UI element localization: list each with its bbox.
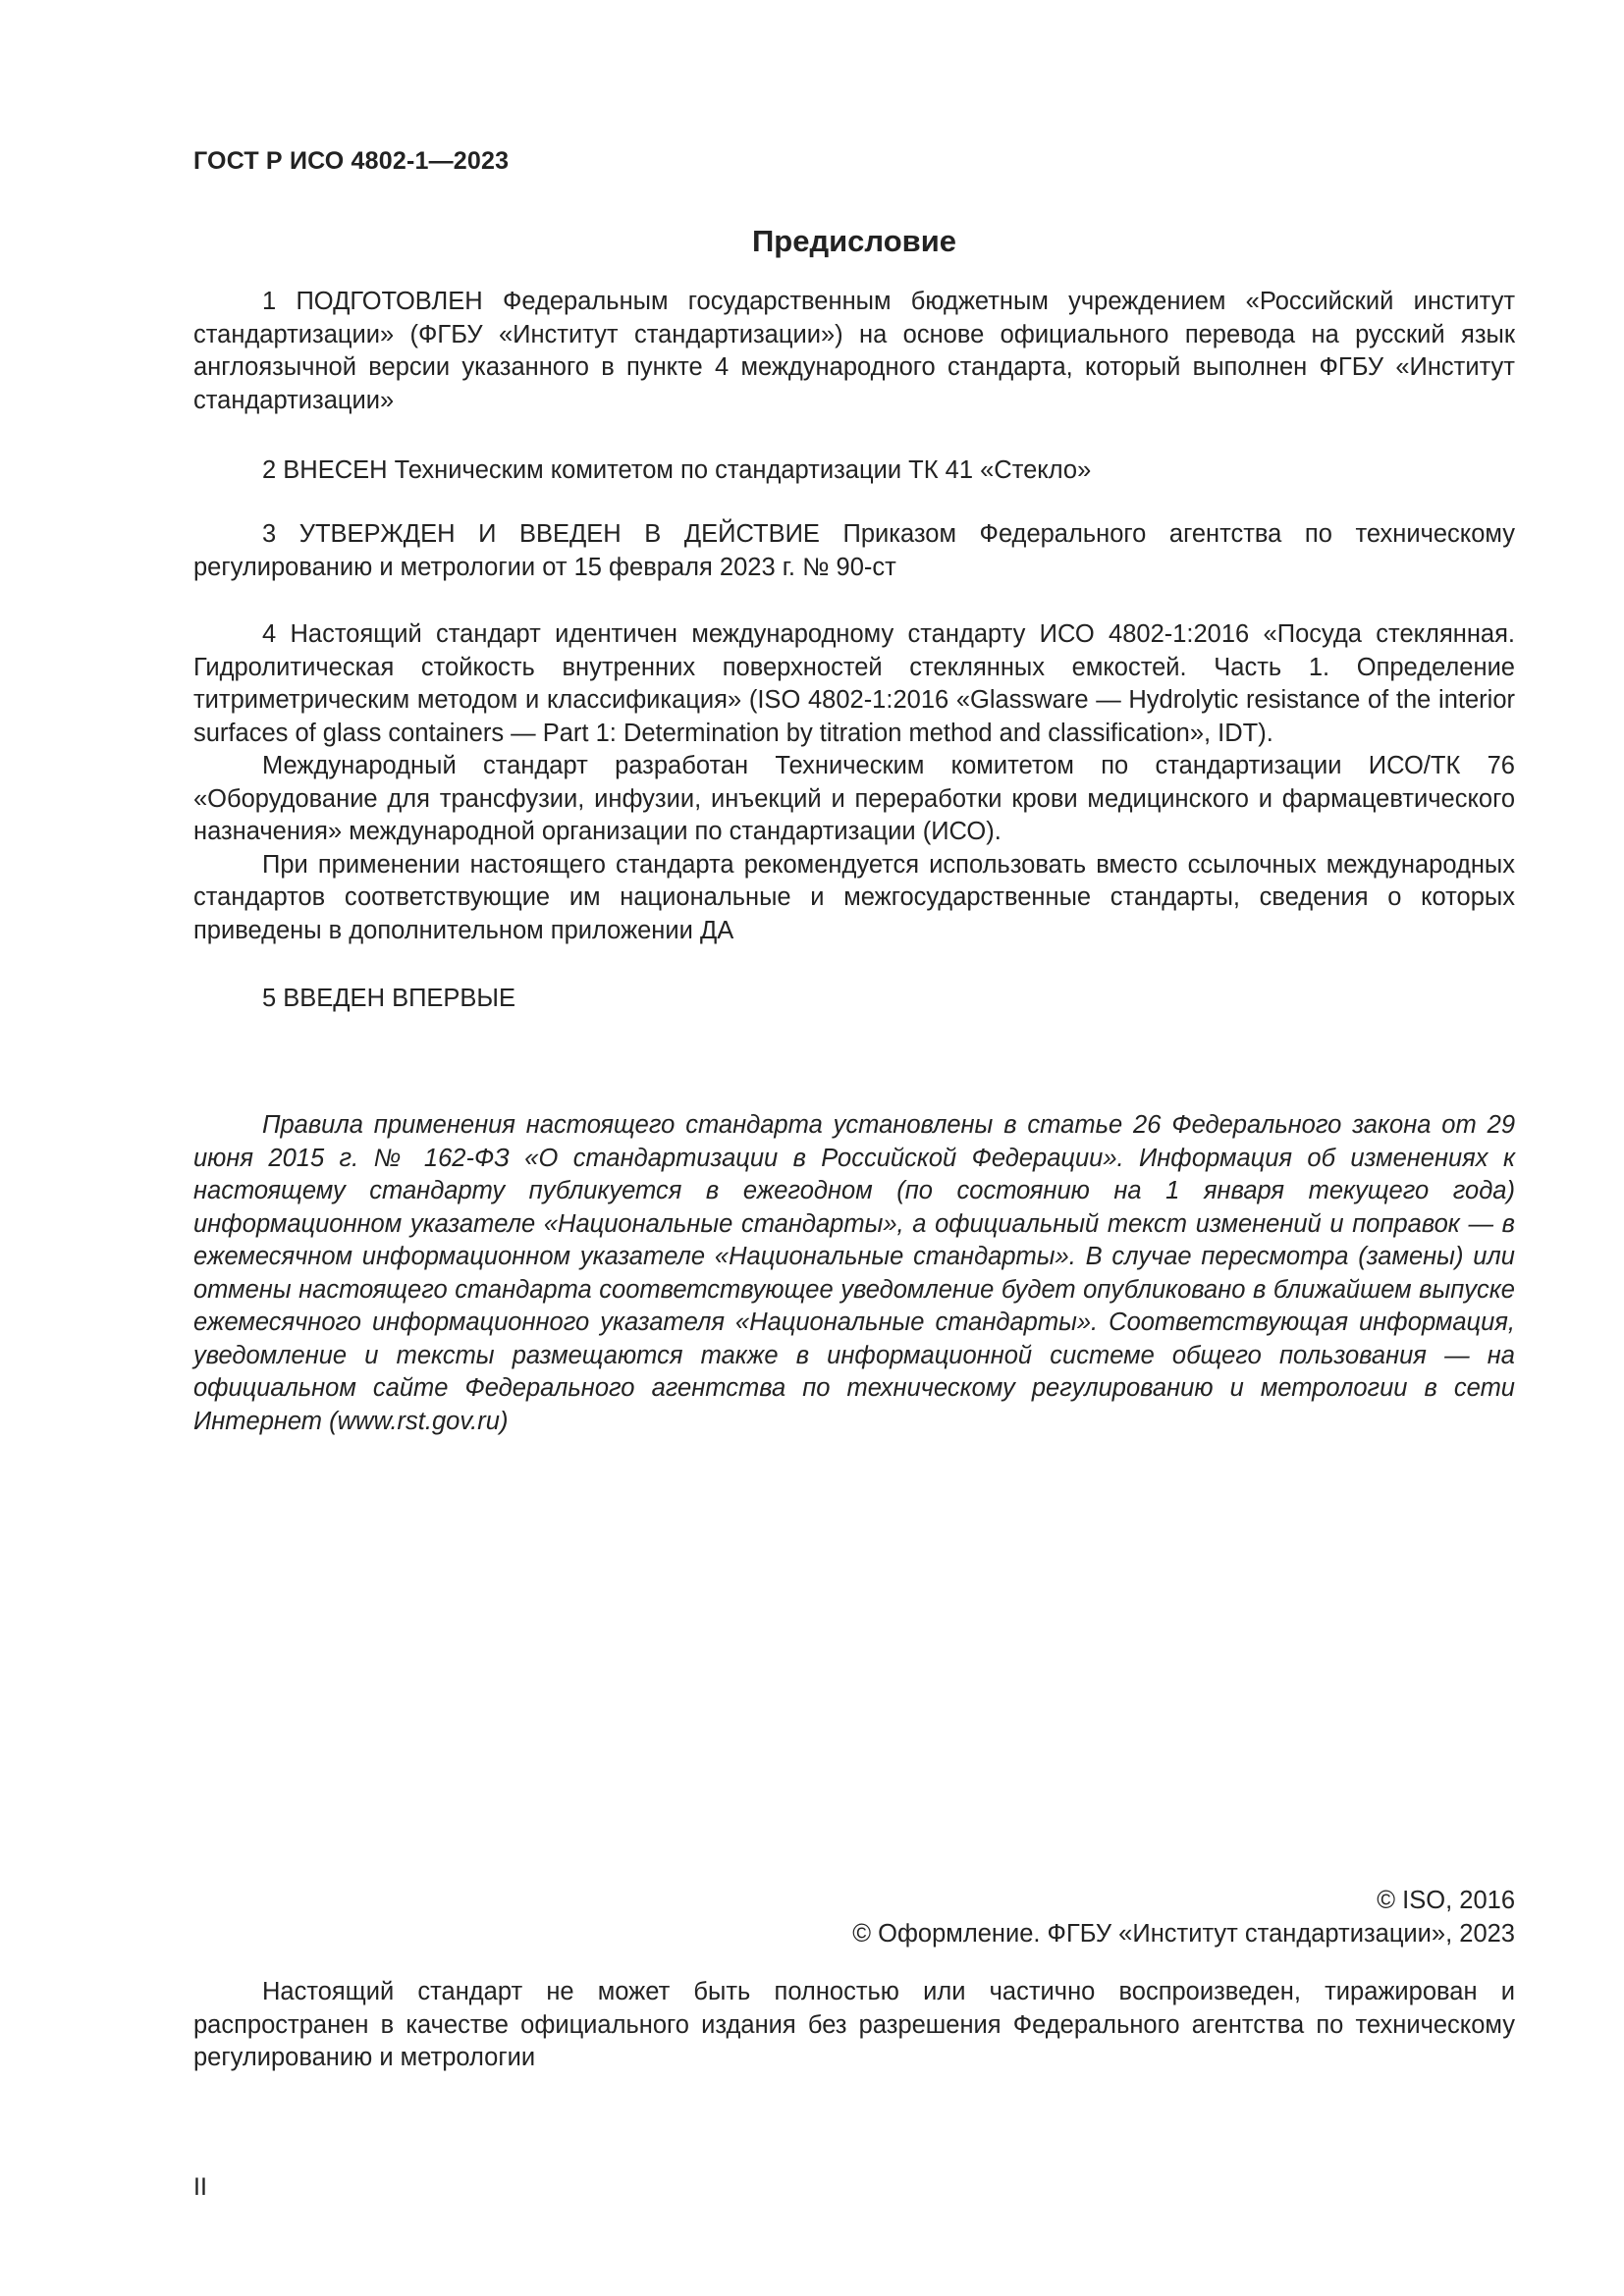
page-number: II — [193, 2173, 207, 2201]
document-code-header: ГОСТ Р ИСО 4802-1—2023 — [193, 147, 510, 175]
foreword-item-2-text: 2 ВНЕСЕН Техническим комитетом по стандартизации ТК 41 «Стекло» — [262, 456, 1092, 484]
foreword-item-1-text: 1 ПОДГОТОВЛЕН Федеральным государственным бюджетным учреждением «Российский институт стандартизации» (ФГБУ «Институт стандартизации») на основе официального перевода на русский язык англоязычной версии указанного в пункте 4 международного стандарта, который выполнен ФГБУ «Институт стандартизации» — [193, 288, 1515, 414]
copyright-design: © Оформление. ФГБУ «Институт стандартизации», 2023 — [852, 1920, 1515, 1948]
foreword-item-3 — [193, 518, 1515, 584]
foreword-item-1 — [193, 286, 1515, 417]
reproduction-notice — [193, 1976, 1515, 2075]
foreword-item-5-text: 5 ВВЕДЕН ВПЕРВЫЕ — [262, 985, 516, 1012]
foreword-item-4-references-note: При применении настоящего стандарта рекомендуется использовать вместо ссылочных международных стандартов соответствующие им национальные и межгосударственные стандарты, сведения о которых приведены в дополнительном приложении ДА — [193, 850, 1515, 944]
foreword-item-2 — [193, 454, 1515, 488]
foreword-item-3-text: 3 УТВЕРЖДЕН И ВВЕДЕН В ДЕЙСТВИЕ Приказом Федерального агентства по техническому регулированию и метрологии от 15 февраля 2023 г. № 90-ст — [193, 520, 1515, 581]
copyright-iso: © ISO, 2016 — [1377, 1887, 1515, 1914]
foreword-item-5 — [193, 983, 1515, 1016]
foreword-item-4 — [193, 618, 1515, 947]
foreword-item-4-iso-committee: Международный стандарт разработан Техническим комитетом по стандартизации ИСО/ТК 76 «Оборудование для трансфузии, инфузии, инъекций и переработки крови медицинского и фармацевтического назначения» международной организации по стандартизации (ИСО). — [193, 752, 1515, 845]
rules-notice-text: Правила применения настоящего стандарта установлены в статье 26 Федерального закона от 29 июня 2015 г. № 162-ФЗ «О стандартизации в Российской Федерации». Информация об изменениях к настоящему стандарту публикуется в ежегодном (по состоянию на 1 января текущего года) информационном указателе «Национальные стандарты», а официальный текст изменений и поправок — в ежемесячном информационном указателе «Национальные стандарты». В случае пересмотра (замены) или отмены настоящего стандарта соответствующее уведомление будет опубликовано в ближайшем выпуске ежемесячного информационного указателя «Национальные стандарты». Соответствующая информация, уведомление и тексты размещаются также в информационной системе общего пользования — на официальном сайте Федерального агентства по техническому регулированию и метрологии в сети Интернет (www.rst.gov.ru) — [193, 1111, 1515, 1435]
reproduction-notice-text: Настоящий стандарт не может быть полностью или частично воспроизведен, тиражирован и распространен в качестве официального издания без разрешения Федерального агентства по техническому регулированию и метрологии — [193, 1978, 1515, 2071]
foreword-item-4-text: 4 Настоящий стандарт идентичен международному стандарту ИСО 4802-1:2016 «Посуда стеклянная. Гидролитическая стойкость внутренних поверхностей стеклянных емкостей. Часть 1. Определение титриметрическим методом и классификация» (ISO 4802-1:2016 «Glassware — Hydrolytic resistance of the interior surfaces of glass containers — Part 1: Determination by titration method and classification», IDT). — [193, 620, 1515, 747]
rules-notice — [193, 1109, 1515, 1438]
copyright-block — [193, 1884, 1515, 1950]
page-title: Предисловие — [751, 224, 956, 258]
